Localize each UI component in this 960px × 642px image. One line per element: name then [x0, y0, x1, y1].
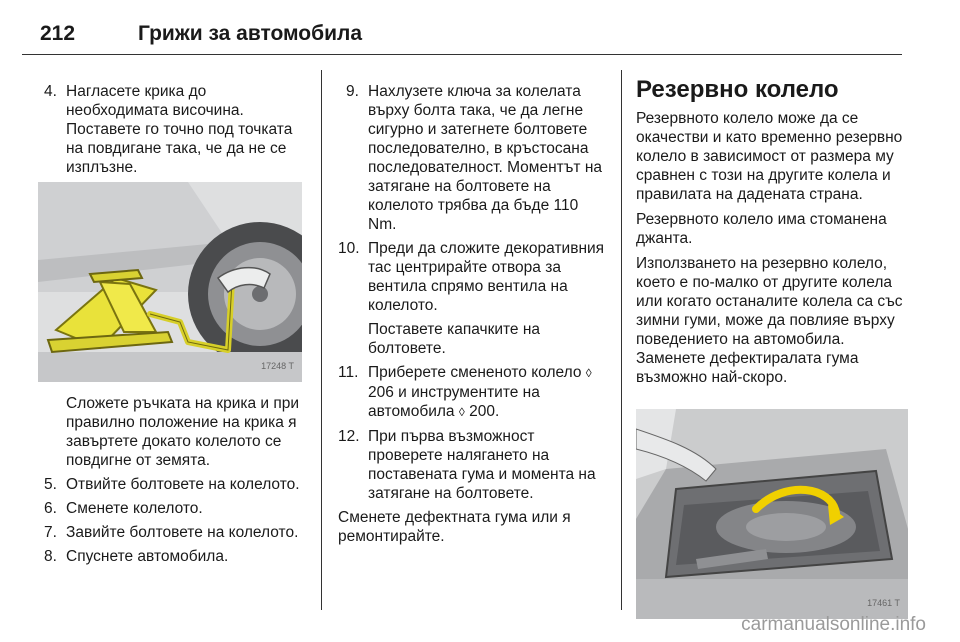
- step-text: Сменете колелото.: [66, 500, 203, 517]
- paragraph: Използването на резервно колело, което е по-малко от другите колела или когато останалите колела са със зимни гуми, може да повлияе върху поведението на автомобила. Заменете дефектиралата гума възможно най-скоро.: [636, 255, 903, 386]
- step-text: Нагласете крика до необходимата височина. Поставете го точно под точката на повдигане така, че да не се изплъзне.: [66, 83, 293, 176]
- column-1: [44, 82, 306, 571]
- spare-wheel-illustration: [636, 409, 908, 619]
- step-number: 7.: [44, 524, 57, 541]
- jack-under-car-image: [38, 182, 302, 382]
- step-text: При първа възможност проверете налягането на поставената гума и момента на затягане на болтовете.: [368, 428, 596, 502]
- step-text: Завийте болтовете на колелото.: [66, 524, 299, 541]
- step-number: 6.: [44, 500, 57, 517]
- section-heading: Резервно колело: [636, 76, 839, 103]
- step-number: 5.: [44, 476, 57, 493]
- header-divider: [22, 54, 902, 55]
- step-text: Спуснете автомобила.: [66, 548, 229, 565]
- step-10: [338, 239, 606, 315]
- image-id: 17248 T: [261, 361, 294, 371]
- step-text: Нахлузете ключа за колелата върху болта така, че да легне сигурно и затегнете болтовете последователно, в кръстосана последователност. Моментът на затягане на болтовете на колелото трябва да бъде 110 Nm.: [368, 83, 603, 233]
- paragraph: Резервното колело има стоманена джанта.: [636, 211, 887, 247]
- column-divider-2: [621, 70, 622, 610]
- step-11: [338, 363, 606, 422]
- step-number: 4.: [44, 83, 57, 100]
- step-number: 8.: [44, 548, 57, 565]
- step-4: [44, 82, 306, 177]
- spare-wheel-image: [636, 409, 908, 619]
- watermark: carmanualsonline.info: [741, 614, 926, 635]
- step-number: 9.: [346, 83, 359, 100]
- page-number: 212: [40, 22, 76, 45]
- step-number: 10.: [338, 240, 360, 257]
- step-6: [44, 499, 306, 518]
- page-reference-link[interactable]: 206: [368, 384, 394, 401]
- step-number: 11.: [338, 364, 359, 381]
- column-3: [636, 76, 906, 619]
- step-text: Отвийте болтовете на колелото.: [66, 476, 300, 493]
- image-id: 17461 T: [867, 598, 900, 608]
- column-divider-1: [321, 70, 322, 610]
- step-10-continued: Поставете капачките на болтовете.: [368, 321, 541, 357]
- step-7: [44, 523, 306, 542]
- reference-icon: ◊: [585, 366, 592, 380]
- step-9: [338, 82, 606, 234]
- reference-icon: ◊: [458, 405, 465, 419]
- column-2: [338, 82, 606, 552]
- step-text: Преди да сложите декоративния тас центрирайте отвора за вентила спрямо вентила на колелото.: [368, 240, 605, 314]
- step-8: [44, 547, 306, 566]
- step-12: [338, 427, 606, 503]
- closing-note: Сменете дефектната гума или я ремонтирайте.: [338, 509, 571, 545]
- paragraph: Резервното колело може да се окачестви и като временно резервно колело в зависимост от размера му сравнен с този на другите колела и правилата на дадената страна.: [636, 110, 903, 203]
- jack-caption: Сложете ръчката на крика и при правилно положение на крика я завъртете докато колелото се повдигне от земята.: [66, 395, 300, 469]
- step-text: Приберете смененото колело: [368, 364, 586, 381]
- step-number: 12.: [338, 428, 360, 445]
- step-text: и инструментите на автомобила: [368, 384, 540, 420]
- step-5: [44, 475, 306, 494]
- page-reference-link[interactable]: 200.: [469, 403, 500, 420]
- page-header: [22, 10, 942, 50]
- jack-illustration: [38, 182, 302, 382]
- page-title: Грижи за автомобила: [138, 22, 363, 45]
